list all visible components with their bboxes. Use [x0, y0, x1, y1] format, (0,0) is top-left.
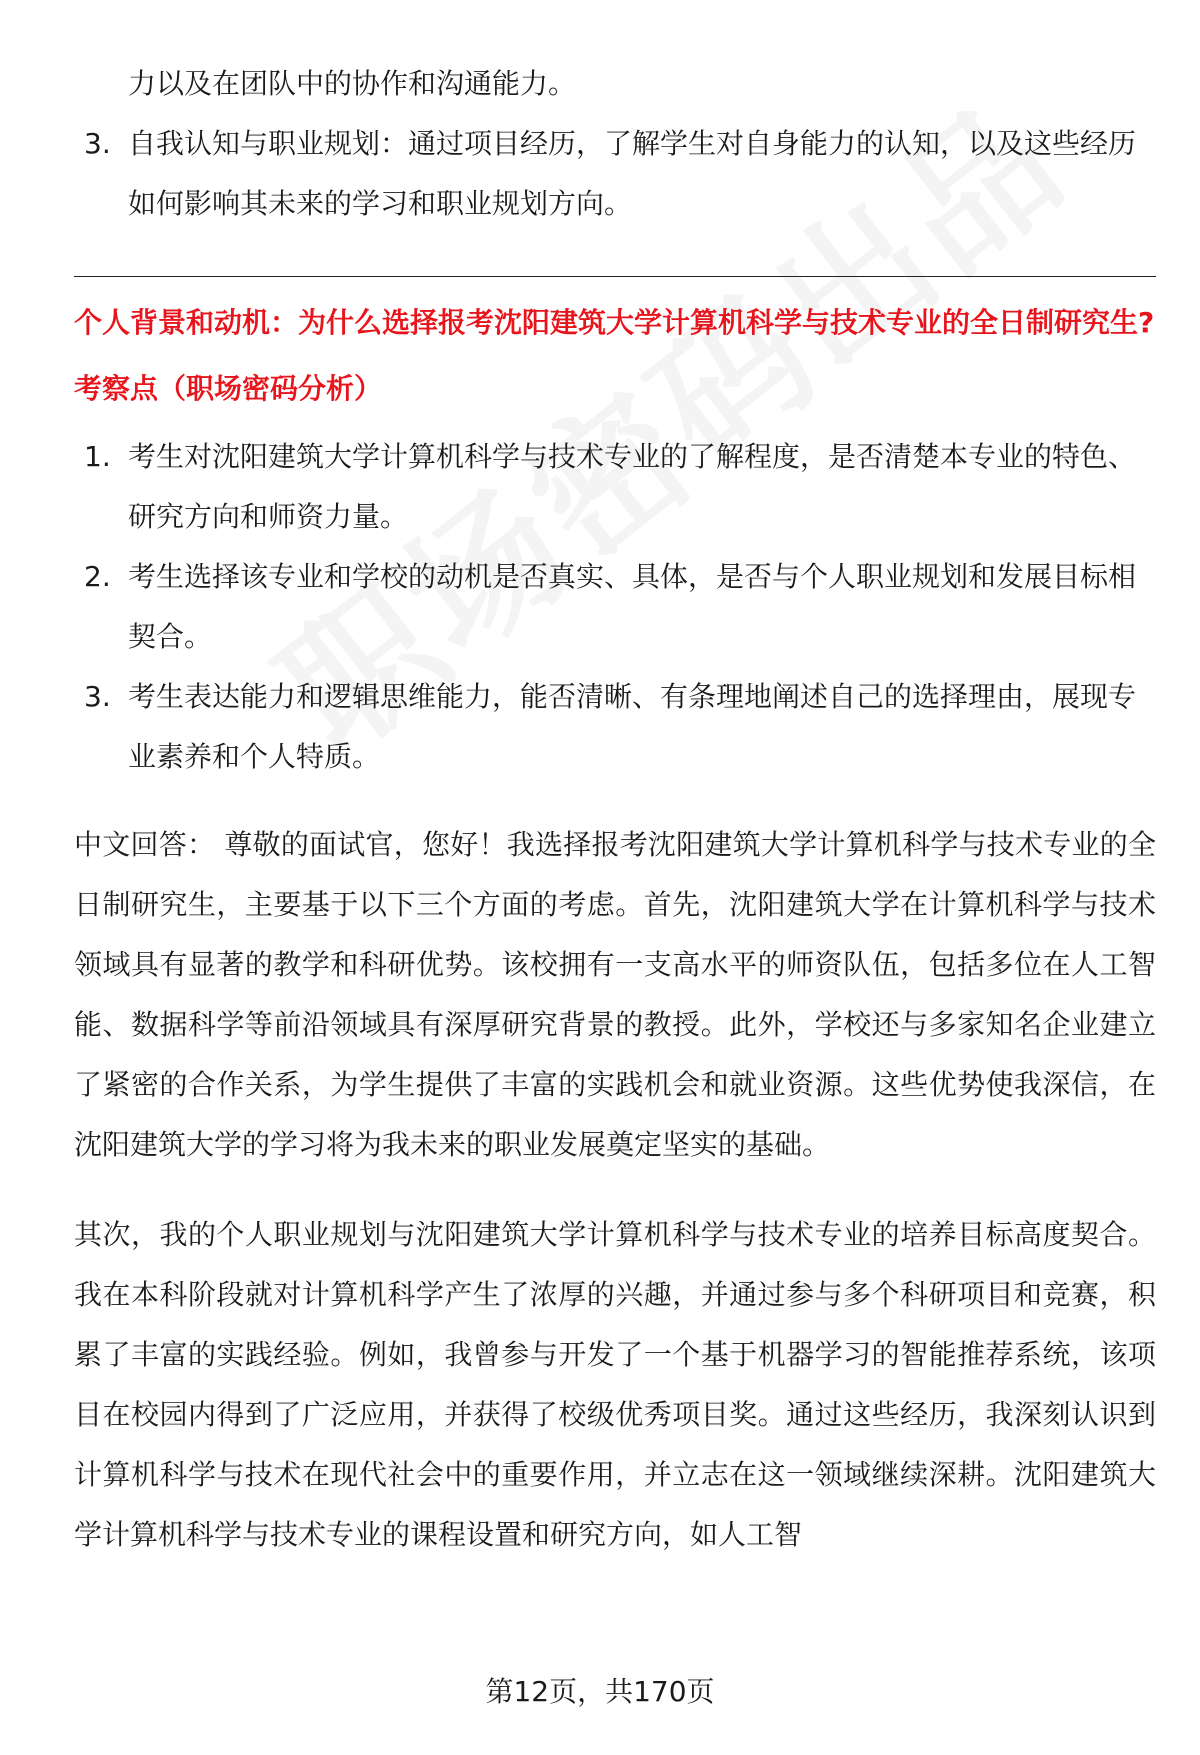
section-label: 考察点（职场密码分析） [74, 372, 383, 405]
list-number: 2. [84, 560, 111, 593]
page-number-footer: 第12页，共170页 [485, 1675, 715, 1708]
list-item-text: 考生选择该专业和学校的动机是否真实、具体，是否与个人职业规划和发展目标相契合。 [128, 560, 1137, 653]
list-number: 3. [84, 680, 111, 713]
previous-item-tail: 力以及在团队中的协作和沟通能力。 [128, 67, 577, 100]
list-item-text: 自我认知与职业规划：通过项目经历，了解学生对自身能力的认知，以及这些经历如何影响其未来的学习和职业规划方向。 [128, 127, 1137, 220]
list-item [74, 427, 1156, 547]
list-number: 3. [84, 127, 111, 160]
section-divider [74, 276, 1156, 277]
assessment-points-list [74, 427, 1156, 787]
list-item [74, 667, 1156, 787]
question-title: 个人背景和动机：为什么选择报考沈阳建筑大学计算机科学与技术专业的全日制研究生? [74, 306, 1155, 339]
answer-paragraph-1: 中文回答： 尊敬的面试官，您好！我选择报考沈阳建筑大学计算机科学与技术专业的全日制研究生，主要基于以下三个方面的考虑。首先，沈阳建筑大学在计算机科学与技术领域具有显著的教学和科研优势。该校拥有一支高水平的师资队伍，包括多位在人工智能、数据科学等前沿领域具有深厚研究背景的教授。此外，学校还与多家知名企业建立了紧密的合作关系，为学生提供了丰富的实践机会和就业资源。这些优势使我深信，在沈阳建筑大学的学习将为我未来的职业发展奠定坚实的基础。 [74, 828, 1156, 1161]
previous-list [74, 114, 1156, 234]
list-item [74, 547, 1156, 667]
list-item-text: 考生对沈阳建筑大学计算机科学与技术专业的了解程度，是否清楚本专业的特色、研究方向和师资力量。 [128, 440, 1137, 533]
list-item-text: 考生表达能力和逻辑思维能力，能否清晰、有条理地阐述自己的选择理由，展现专业素养和个人特质。 [128, 680, 1137, 773]
page-content [74, 54, 1156, 1565]
answer-paragraph-2: 其次，我的个人职业规划与沈阳建筑大学计算机科学与技术专业的培养目标高度契合。我在本科阶段就对计算机科学产生了浓厚的兴趣，并通过参与多个科研项目和竞赛，积累了丰富的实践经验。例如，我曾参与开发了一个基于机器学习的智能推荐系统，该项目在校园内得到了广泛应用，并获得了校级优秀项目奖。通过这些经历，我深刻认识到计算机科学与技术在现代社会中的重要作用，并立志在这一领域继续深耕。沈阳建筑大学计算机科学与技术专业的课程设置和研究方向，如人工智 [74, 1218, 1156, 1551]
list-item [74, 114, 1156, 234]
list-number: 1. [84, 440, 111, 473]
